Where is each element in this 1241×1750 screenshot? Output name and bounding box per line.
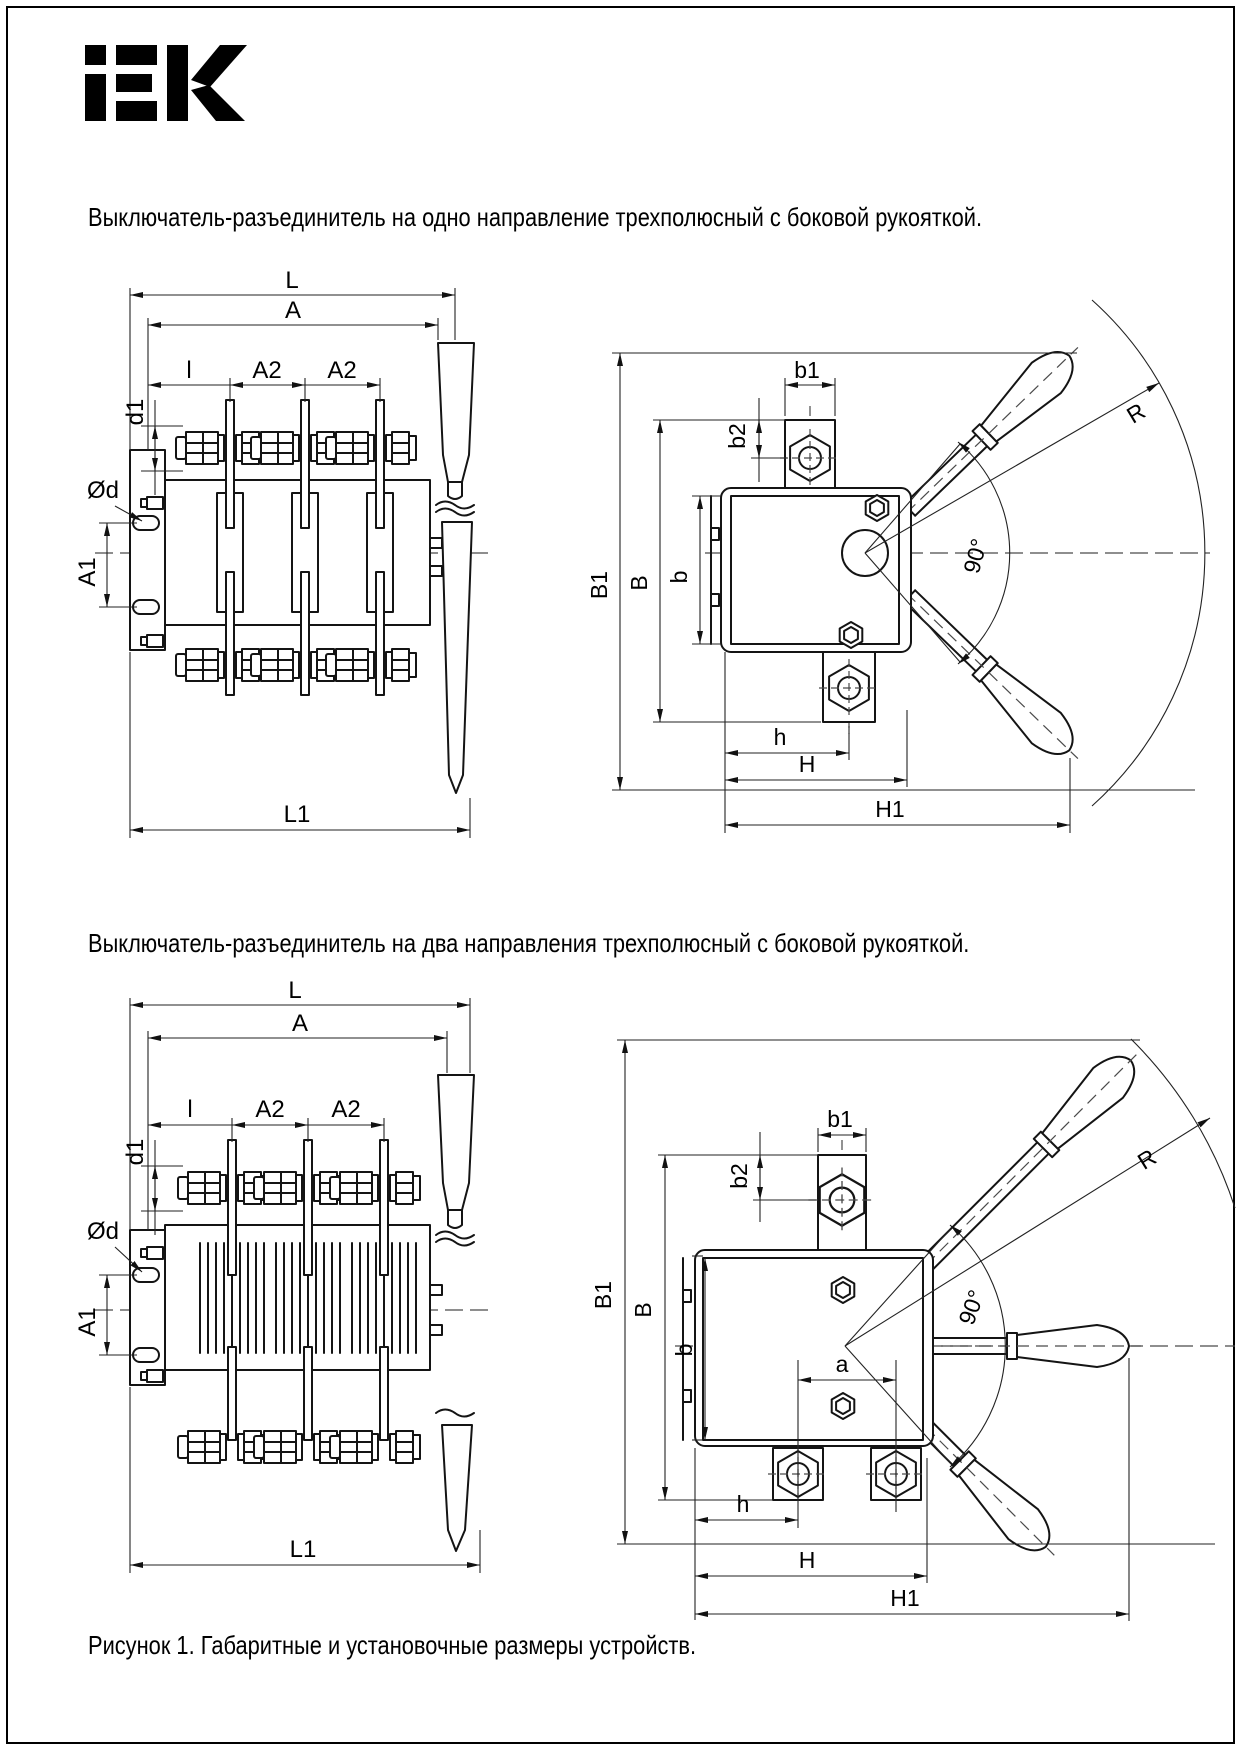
dim-label-L: L	[285, 267, 299, 294]
dim-label-Od: Ød	[86, 477, 120, 504]
figure-caption	[88, 1630, 812, 1661]
dim-label-l: l	[186, 357, 192, 384]
dim-label-A: A	[284, 297, 302, 324]
dim-label-d1-f2: d1	[122, 1138, 149, 1166]
figure-caption-text: Рисунок 1. Габаритные и установочные размеры устройств.	[88, 1630, 697, 1660]
dim-label-h: h	[773, 724, 787, 750]
dim-label-R: R	[1122, 397, 1150, 429]
dim-label-b-f2: b	[671, 1343, 697, 1357]
dim-label-H1-f2: H1	[890, 1585, 920, 1611]
dim-label-A2b: A2	[327, 357, 357, 384]
figure1-title	[88, 202, 1152, 232]
fig2-side-device	[683, 1037, 1154, 1570]
dim-label-b2: b2	[724, 423, 750, 449]
fig1-front-device	[130, 343, 474, 793]
dim-label-A2-f2: A2	[255, 1096, 285, 1123]
dim-label-L1: L1	[283, 801, 311, 828]
dim-label-H-f2: H	[798, 1547, 816, 1573]
dim-label-Od-f2: Ød	[86, 1218, 120, 1245]
dim-label-b1: b1	[794, 357, 820, 383]
dim-label-B1-f2: B1	[590, 1280, 616, 1310]
dim-label-A2b-f2: A2	[331, 1096, 361, 1123]
figure2-front-view-drawing	[74, 977, 500, 1600]
dim-label-A1-f2: A1	[74, 1307, 101, 1337]
figure2-title-text: Выключатель-разъединитель на два направления трехполюсный с боковой рукояткой.	[88, 928, 970, 958]
fig1-side-handle-down	[892, 578, 1092, 774]
dim-label-L-f2: L	[288, 977, 302, 1004]
dim-label-b: b	[666, 570, 692, 584]
fig1-front-handle	[430, 343, 474, 793]
dim-label-l-f2: l	[187, 1096, 193, 1123]
dim-label-B-f2: B	[630, 1302, 656, 1318]
dim-label-A2: A2	[252, 357, 282, 384]
dim-label-b2-f2: b2	[726, 1163, 752, 1189]
dim-label-R-f2: R	[1132, 1143, 1161, 1175]
iek-logo-glyphs	[85, 45, 247, 121]
fig1-side-handle-up	[892, 332, 1092, 528]
fig2-front-handle	[430, 1075, 474, 1551]
iek-logo	[85, 45, 250, 123]
dim-label-B1: B1	[586, 570, 612, 600]
dim-label-A1: A1	[74, 557, 101, 587]
figure1-front-view-drawing	[74, 250, 500, 840]
dim-label-b1-f2: b1	[827, 1106, 853, 1132]
dim-label-L1-f2: L1	[289, 1536, 317, 1563]
fig2-front-device	[130, 1075, 474, 1551]
dim-label-H: H	[798, 751, 816, 777]
figure2-title	[88, 928, 1137, 958]
dim-label-A-f2: A	[291, 1010, 309, 1037]
figure2-side-view-drawing	[555, 960, 1241, 1625]
dim-label-90deg: 90°	[958, 535, 993, 577]
figure1-side-view-drawing	[555, 290, 1235, 845]
dim-label-a-f2: a	[835, 1351, 849, 1377]
figure1-title-text: Выключатель-разъединитель на одно направление трехполюсный с боковой рукояткой.	[88, 202, 983, 232]
dim-label-d1: d1	[122, 398, 149, 426]
dim-label-90deg-f2: 90°	[953, 1286, 990, 1329]
dim-label-h-f2: h	[736, 1491, 750, 1517]
dim-label-B: B	[626, 575, 652, 591]
dim-label-H1: H1	[875, 796, 905, 822]
